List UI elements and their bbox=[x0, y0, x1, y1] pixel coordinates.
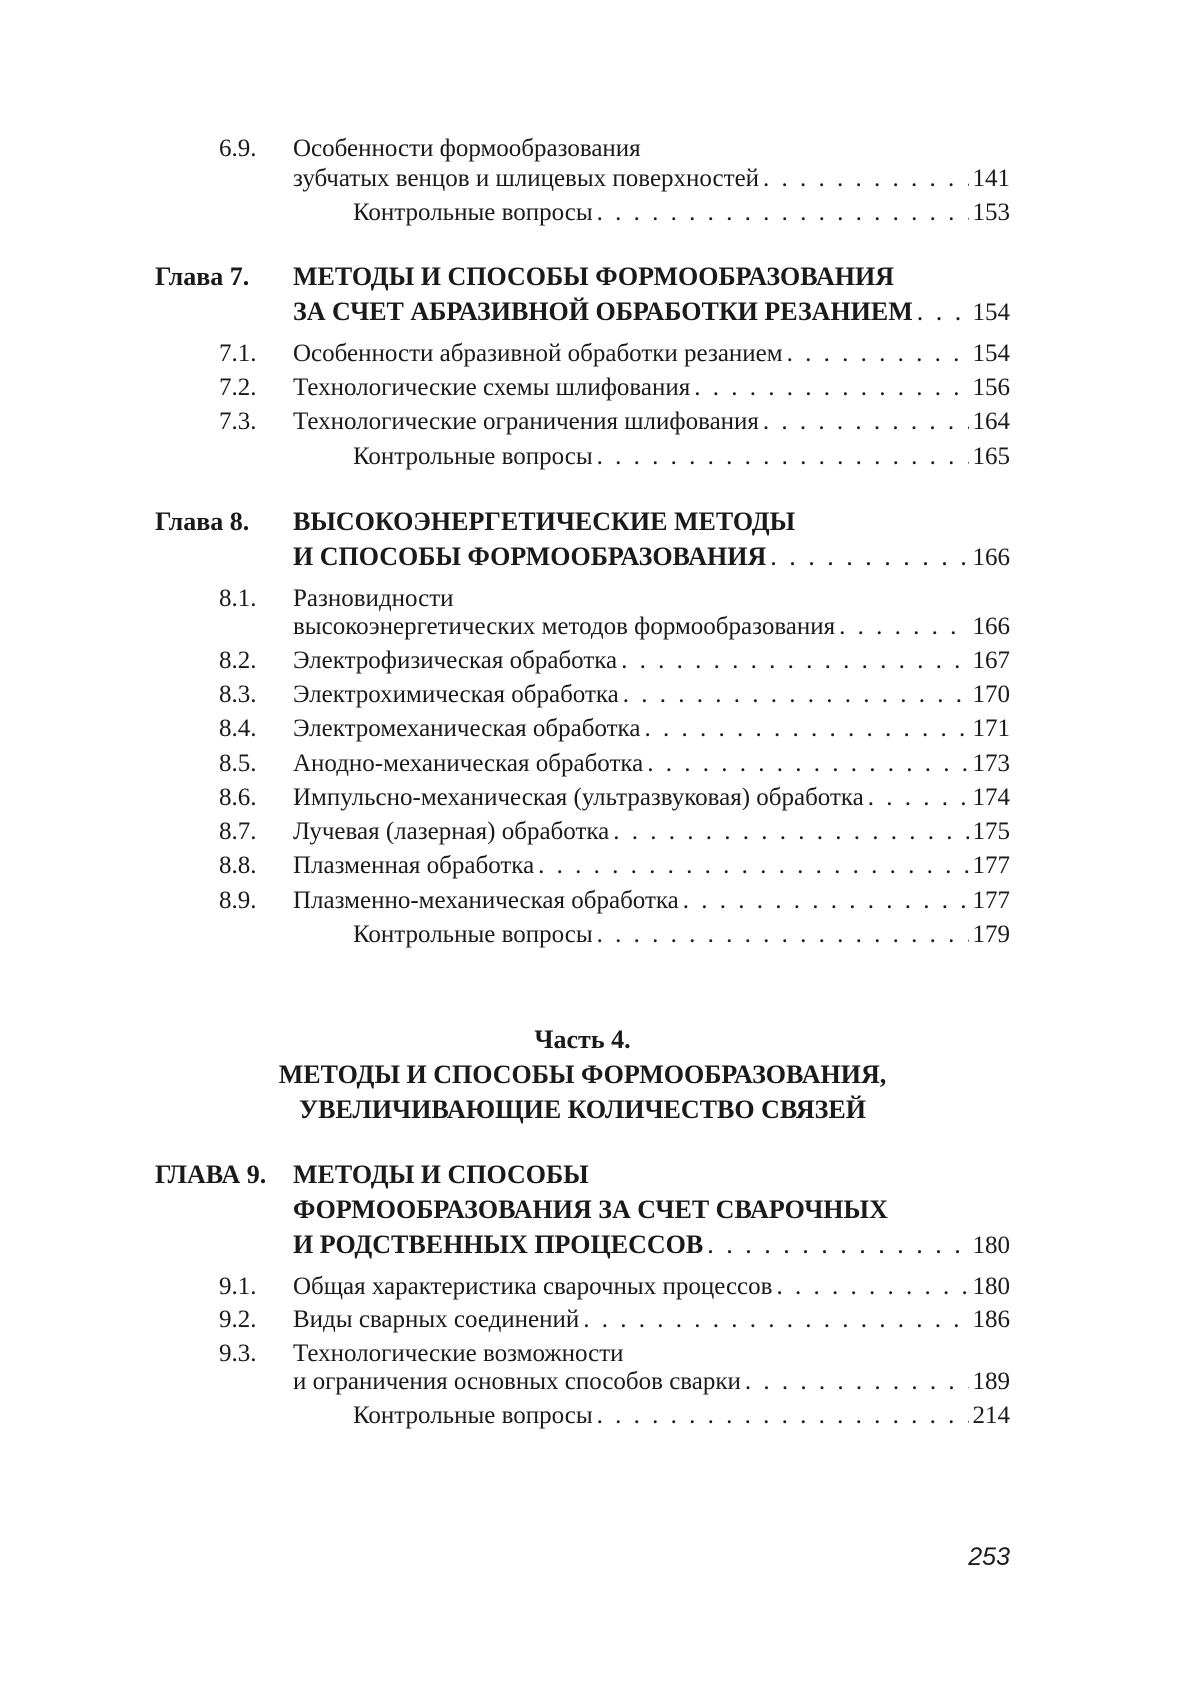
entry-title: Контрольные вопросы bbox=[353, 1402, 593, 1429]
entry-number: 7.1. bbox=[219, 340, 257, 367]
toc-chapter-8-cont bbox=[155, 540, 1010, 574]
leader-dots bbox=[597, 918, 969, 952]
toc-entry-7-3 bbox=[155, 405, 1010, 439]
entry-page: 156 bbox=[972, 374, 1010, 401]
part-title-line1: МЕТОДЫ И СПОСОБЫ ФОРМООБРАЗОВАНИЯ, bbox=[278, 1060, 887, 1089]
toc-chapter-9 bbox=[155, 1158, 1010, 1192]
leader-dots bbox=[583, 1303, 968, 1337]
leader-dots bbox=[538, 849, 968, 883]
entry-number: 8.8. bbox=[219, 852, 257, 879]
toc-entry-7-1 bbox=[155, 337, 1010, 371]
entry-page: 167 bbox=[972, 647, 1010, 674]
entry-page: 179 bbox=[972, 921, 1010, 948]
toc-entry-8-9 bbox=[155, 884, 1010, 918]
chapter-number: Глава 8. bbox=[155, 507, 250, 536]
leader-dots bbox=[770, 540, 968, 574]
chapter-title-line2: ФОРМООБРАЗОВАНИЯ ЗА СЧЕТ СВАРОЧНЫХ bbox=[293, 1195, 888, 1224]
leader-dots bbox=[623, 678, 969, 712]
entry-title: Общая характеристика сварочных процессов bbox=[293, 1273, 773, 1300]
entry-number: 8.2. bbox=[219, 647, 257, 674]
chapter-page: 180 bbox=[972, 1232, 1010, 1259]
leader-dots bbox=[621, 644, 968, 678]
chapter-number: Глава 7. bbox=[155, 262, 250, 291]
leader-dots bbox=[613, 815, 968, 849]
toc-chapter-9-line3 bbox=[155, 1228, 1010, 1262]
entry-title: Анодно-механическая обработка bbox=[293, 750, 644, 777]
toc-entry-8-8 bbox=[155, 849, 1010, 883]
toc-entry-9-1 bbox=[155, 1270, 1010, 1304]
chapter-number: ГЛАВА 9. bbox=[155, 1160, 267, 1189]
entry-page: 165 bbox=[972, 443, 1010, 470]
entry-page: 154 bbox=[972, 340, 1010, 367]
leader-dots bbox=[917, 295, 969, 329]
entry-number: 8.1. bbox=[219, 585, 257, 612]
entry-title: Электрофизическая обработка bbox=[293, 647, 618, 674]
entry-title: Технологические ограничения шлифования bbox=[293, 408, 759, 435]
entry-title-line1: Технологические возможности bbox=[293, 1340, 624, 1367]
leader-dots bbox=[776, 1270, 968, 1304]
entry-title-line1: Особенности формообразования bbox=[293, 135, 641, 162]
toc-chapter-9-line2 bbox=[155, 1193, 1010, 1227]
leader-dots bbox=[763, 162, 968, 196]
entry-page: 164 bbox=[972, 408, 1010, 435]
entry-number: 8.5. bbox=[219, 750, 257, 777]
entry-title-line2: зубчатых венцов и шлицевых поверхностей bbox=[293, 165, 760, 192]
entry-page: 141 bbox=[972, 165, 1010, 192]
toc-entry-8-3 bbox=[155, 678, 1010, 712]
entry-title: Виды сварных соединений bbox=[293, 1306, 580, 1333]
entry-page: 153 bbox=[972, 199, 1010, 226]
chapter-title-line3: И РОДСТВЕННЫХ ПРОЦЕССОВ bbox=[293, 1230, 704, 1259]
entry-title: Плазменная обработка bbox=[293, 852, 535, 879]
toc-entry-control-questions-7 bbox=[155, 440, 1010, 474]
chapter-title-line2: И СПОСОБЫ ФОРМООБРАЗОВАНИЯ bbox=[293, 542, 767, 571]
toc-entry-7-2 bbox=[155, 371, 1010, 405]
toc-entry-8-7 bbox=[155, 815, 1010, 849]
leader-dots bbox=[868, 781, 969, 815]
entry-number: 7.3. bbox=[219, 408, 257, 435]
chapter-title-line1: МЕТОДЫ И СПОСОБЫ bbox=[293, 1160, 589, 1189]
entry-title: Технологические схемы шлифования bbox=[293, 374, 691, 401]
toc-entry-control-questions-6 bbox=[155, 196, 1010, 230]
toc-entry-8-6 bbox=[155, 781, 1010, 815]
entry-page: 175 bbox=[972, 818, 1010, 845]
entry-page: 214 bbox=[972, 1402, 1010, 1429]
leader-dots bbox=[644, 712, 968, 746]
leader-dots bbox=[597, 196, 969, 230]
chapter-title-line1: ВЫСОКОЭНЕРГЕТИЧЕСКИЕ МЕТОДЫ bbox=[293, 507, 796, 536]
entry-page: 174 bbox=[972, 784, 1010, 811]
toc-entry-9-2 bbox=[155, 1303, 1010, 1337]
leader-dots bbox=[597, 440, 969, 474]
entry-title-line2: высокоэнергетических методов формообразования bbox=[293, 613, 836, 640]
entry-number: 6.9. bbox=[219, 135, 257, 162]
entry-page: 166 bbox=[972, 613, 1010, 640]
part-title-line2: УВЕЛИЧИВАЮЩИЕ КОЛИЧЕСТВО СВЯЗЕЙ bbox=[299, 1095, 866, 1124]
entry-number: 8.3. bbox=[219, 681, 257, 708]
toc-chapter-8 bbox=[155, 505, 1010, 539]
entry-page: 177 bbox=[972, 887, 1010, 914]
entry-number: 9.2. bbox=[219, 1306, 257, 1333]
chapter-title-line1: МЕТОДЫ И СПОСОБЫ ФОРМООБРАЗОВАНИЯ bbox=[293, 262, 894, 291]
entry-title: Контрольные вопросы bbox=[353, 199, 593, 226]
entry-title-line1: Разновидности bbox=[293, 585, 454, 612]
toc-entry-control-questions-9 bbox=[155, 1399, 1010, 1433]
toc-entry-9-3-cont bbox=[155, 1365, 1010, 1399]
entry-title: Электромеханическая обработка bbox=[293, 715, 641, 742]
entry-page: 171 bbox=[972, 715, 1010, 742]
entry-title: Импульсно-механическая (ультразвуковая) обработка bbox=[293, 784, 864, 811]
leader-dots bbox=[745, 1365, 969, 1399]
entry-number: 8.7. bbox=[219, 818, 257, 845]
toc-entry-8-2 bbox=[155, 644, 1010, 678]
leader-dots bbox=[839, 610, 968, 644]
entry-title: Плазменно-механическая обработка bbox=[293, 887, 679, 914]
entry-page: 173 bbox=[972, 750, 1010, 777]
leader-dots bbox=[647, 747, 968, 781]
entry-title: Лучевая (лазерная) обработка bbox=[293, 818, 610, 845]
entry-page: 180 bbox=[972, 1273, 1010, 1300]
chapter-page: 154 bbox=[972, 299, 1010, 326]
entry-title-line2: и ограничения основных способов сварки bbox=[293, 1368, 741, 1395]
leader-dots bbox=[694, 371, 968, 405]
entry-title: Особенности абразивной обработки резанием bbox=[293, 340, 783, 367]
entry-number: 8.6. bbox=[219, 784, 257, 811]
entry-number: 8.9. bbox=[219, 887, 257, 914]
entry-page: 177 bbox=[972, 852, 1010, 879]
toc-entry-8-1-cont bbox=[155, 610, 1010, 644]
entry-number: 8.4. bbox=[219, 715, 257, 742]
toc-entry-6-9 bbox=[155, 132, 1010, 166]
toc-entry-control-questions-8 bbox=[155, 918, 1010, 952]
toc-entry-8-4 bbox=[155, 712, 1010, 746]
part-label: Часть 4. bbox=[534, 1025, 631, 1054]
toc-chapter-7-cont bbox=[155, 295, 1010, 329]
leader-dots bbox=[707, 1228, 968, 1262]
entry-page: 170 bbox=[972, 681, 1010, 708]
leader-dots bbox=[597, 1399, 969, 1433]
toc-chapter-7 bbox=[155, 260, 1010, 294]
entry-number: 9.1. bbox=[219, 1273, 257, 1300]
leader-dots bbox=[787, 337, 969, 371]
toc-entry-6-9-cont bbox=[155, 162, 1010, 196]
entry-number: 9.3. bbox=[219, 1340, 257, 1367]
toc-entry-8-5 bbox=[155, 747, 1010, 781]
leader-dots bbox=[763, 405, 969, 439]
chapter-title-line2: ЗА СЧЕТ АБРАЗИВНОЙ ОБРАБОТКИ РЕЗАНИЕМ bbox=[293, 297, 913, 326]
entry-page: 189 bbox=[972, 1368, 1010, 1395]
entry-title: Контрольные вопросы bbox=[353, 921, 593, 948]
page-number: 253 bbox=[968, 1543, 1010, 1571]
leader-dots bbox=[683, 884, 969, 918]
entry-number: 7.2. bbox=[219, 374, 257, 401]
chapter-page: 166 bbox=[972, 544, 1010, 571]
entry-title: Электрохимическая обработка bbox=[293, 681, 619, 708]
entry-page: 186 bbox=[972, 1306, 1010, 1333]
entry-title: Контрольные вопросы bbox=[353, 443, 593, 470]
